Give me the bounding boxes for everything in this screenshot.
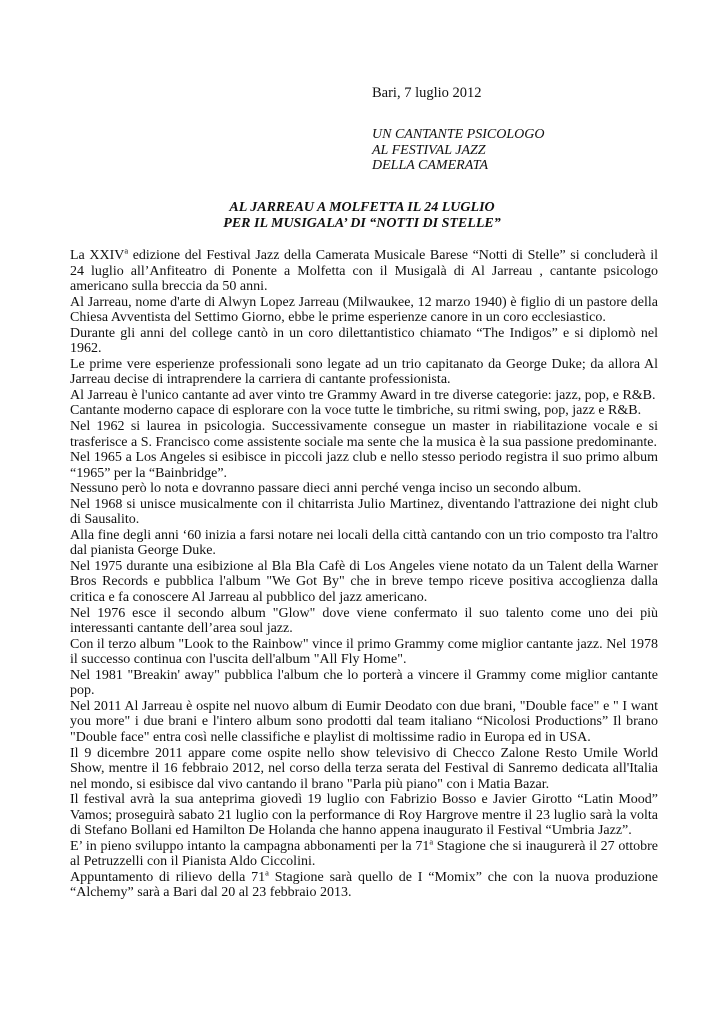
paragraph: Nel 1975 durante una esibizione al Bla Bla Cafè di Los Angeles viene notato da un Talent della Warner Bros Records e pubblica l'album "We Got By" che in breve tempo riceve positiva accoglienza dalla critica e fa conoscere Al Jarreau al pubblico del jazz americano. (70, 558, 658, 606)
paragraph: Cantante moderno capace di esplorare con la voce tutte le timbriche, su ritmi swing, pop, jazz e R&B. (70, 403, 642, 419)
paragraph: Al Jarreau, nome d'arte di Alwyn Lopez Jarreau (Milwaukee, 12 marzo 1940) è figlio di un pastore della Chiesa Avventista del Settimo Giorno, ebbe le prime esperienze canore in un coro ecclesiastico. (70, 294, 658, 326)
paragraph: Con il terzo album "Look to the Rainbow" vince il primo Grammy come miglior cantante jazz. Nel 1978 il successo continua con l'uscita dell'album "All Fly Home". (70, 636, 658, 668)
paragraph: Nessuno però lo nota e dovranno passare dieci anni perché venga inciso un secondo album. (70, 481, 582, 497)
paragraph: Nel 1965 a Los Angeles si esibisce in piccoli jazz club e nello stesso periodo registra il suo primo album “1965” per la “Bainbridge”. (70, 450, 658, 481)
title-line: AL JARREAU A MOLFETTA IL 24 LUGLIO (229, 200, 495, 215)
title-line: PER IL MUSIGALA’ DI “NOTTI DI STELLE” (223, 215, 501, 231)
ordinal-superscript: a (124, 245, 129, 256)
paragraph: Nel 1976 esce il secondo album "Glow" dove viene confermato il suo talento come uno dei più interessanti cantante dell’area soul jazz. (70, 605, 658, 637)
paragraph: La XXIV$^a$ edizione del Festival Jazz della Camerata Musicale Barese “Notti di Stelle” si concluderà il 24 luglio all’Anfiteatro di Ponente a Molfetta con il Musigalà di Al Jarreau , cantante psicologo americano sulla breccia da 50 anni. (70, 245, 658, 295)
paragraph: E’ in pieno sviluppo intanto la campagna abbonamenti per la 71$^a$ Stagione che si inaugurerà il 27 ottobre al Petruzzelli con il Pianista Aldo Ciccolini. (70, 836, 658, 870)
heading-line: AL FESTIVAL JAZZ (372, 142, 486, 158)
paragraph: Nel 1962 si laurea in psicologia. Successivamente consegue un master in riabilitazione vocale e si trasferisce a S. Francisco come assistente sociale ma sente che la musica è la sua passione predominante. (70, 419, 658, 450)
paragraph: Le prime vere esperienze professionali sono legate ad un trio capitanato da George Duke; da allora Al Jarreau decise di intraprendere la carriera di cantante professionista. (70, 356, 658, 388)
paragraph: Al Jarreau è l'unico cantante ad aver vinto tre Grammy Award in tre diverse categorie: jazz, pop, e R&B. (70, 387, 656, 403)
document-heading (372, 127, 544, 174)
paragraph: Alla fine degli anni ‘60 inizia a farsi notare nei locali della città cantando con un trio composto tra l'altro dal pianista George Duke. (70, 527, 658, 559)
article-title (70, 200, 654, 231)
paragraph: Durante gli anni del college cantò in un coro dilettantistico chiamato “The Indigos” e si diplomò nel 1962. (70, 325, 658, 357)
paragraph: Nel 2011 Al Jarreau è ospite nel nuovo album di Eumir Deodato con due brani, "Double face" e " I want you more" i due brani e l'intero album sono prodotti dal team italiano “Nicolosi Productions” Il brano "Double face" entra così nelle classifiche e playlist di moltissime radio in Europa ed in USA. (70, 698, 658, 745)
paragraph: Nel 1968 si unisce musicalmente con il chitarrista Julio Martinez, diventando l'attrazione dei night club di Sausalito. (70, 496, 658, 528)
ordinal-superscript: a (265, 867, 269, 878)
paragraph: Il 9 dicembre 2011 appare come ospite nello show televisivo di Checco Zalone Resto Umile World Show, mentre il 16 febbraio 2012, nel corso della terza serata del Festival di Sanremo dedicata all'Italia nel mondo, si esibisce dal vivo cantando il brano "Parla più piano" con i Matia Bazar. (70, 745, 658, 792)
paragraph: Il festival avrà la sua anteprima giovedì 19 luglio con Fabrizio Bosso e Javier Girotto “Latin Mood” Vamos; proseguirà sabato 21 luglio con la performance di Roy Hargrove mentre il 23 luglio sarà la volta di Stefano Bollani ed Hamilton De Holanda che hanno appena inaugurato il Festival “Umbria Jazz”. (70, 792, 658, 839)
heading-line: UN CANTANTE PSICOLOGO (372, 127, 545, 142)
paragraph: Appuntamento di rilievo della 71$^a$ Stagione sarà quello de I “Momix” che con la nuova produzione “Alchemy” sarà a Bari dal 20 al 23 febbraio 2013. (70, 867, 658, 901)
document-date: Bari, 7 luglio 2012 (372, 85, 482, 101)
article-body (70, 245, 658, 901)
ordinal-superscript: a (429, 836, 434, 847)
heading-line: DELLA CAMERATA (372, 158, 489, 173)
paragraph: Nel 1981 "Breakin' away" pubblica l'album che lo porterà a vincere il Grammy come miglior cantante pop. (70, 667, 658, 699)
